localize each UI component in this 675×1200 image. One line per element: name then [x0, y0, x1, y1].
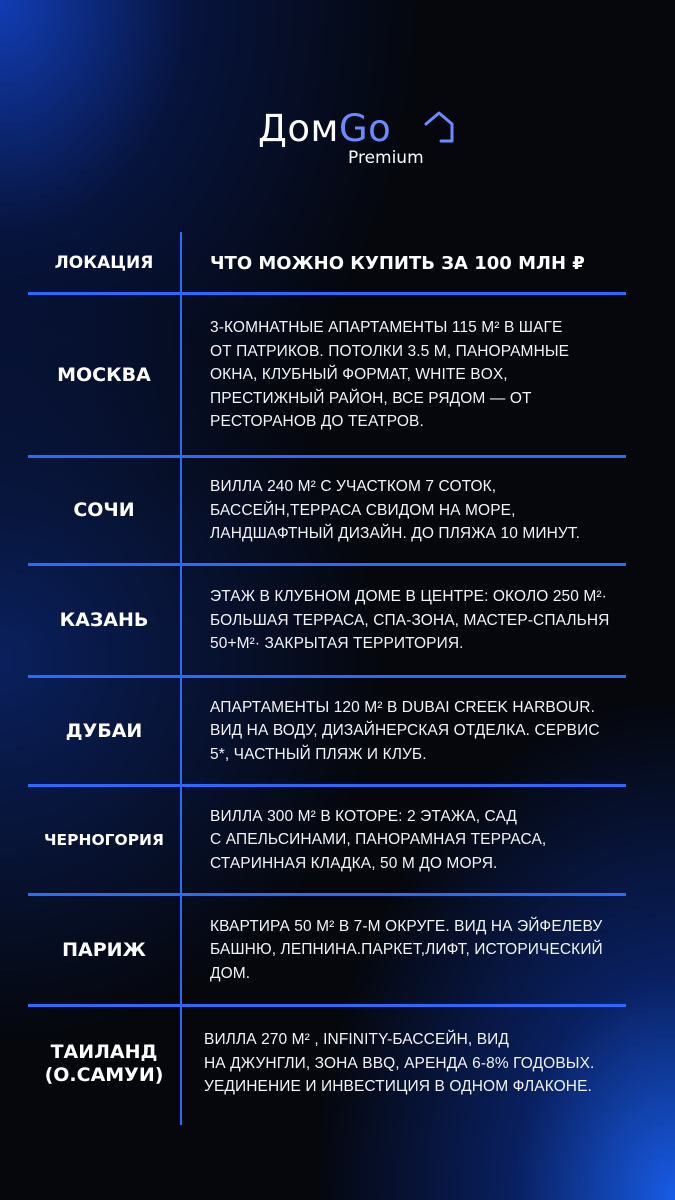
description-line: ЭТАЖ В КЛУБНОМ ДОМЕ В ЦЕНТРЕ: ОКОЛО 250 М²·	[210, 588, 607, 606]
location-name: ТАИЛАНД	[50, 1041, 158, 1063]
table-row-kazan	[28, 566, 626, 675]
logo-accent: Go	[338, 107, 392, 150]
description-line: АПАРТАМЕНТЫ 120 М² В DUBAI CREEK HARBOUR.	[210, 698, 596, 716]
description-line: ВИЛЛА 300 М² В КОТОРЕ: 2 ЭТАЖА, САД	[210, 807, 518, 825]
location-cell	[28, 295, 180, 455]
location-name: КАЗАНЬ	[59, 609, 149, 631]
description-line: БАССЕЙН,ТЕРРАСА СВИДОМ НА МОРЕ,	[210, 501, 516, 519]
logo-wordmark	[258, 106, 391, 152]
description-line: 5*, ЧАСТНЫЙ ПЛЯЖ И КЛУБ.	[210, 745, 427, 763]
house-icon	[424, 110, 454, 144]
description-cell	[210, 896, 626, 1004]
table-row-thailand	[28, 1007, 626, 1125]
table-row-paris	[28, 896, 626, 1004]
description-cell	[210, 566, 626, 675]
description-cell	[210, 458, 626, 563]
location-cell	[28, 678, 180, 784]
description-line: ВИЛЛА 270 М² , INFINITY-БАССЕЙН, ВИД	[204, 1031, 510, 1048]
location-cell	[28, 566, 180, 675]
description-line: БОЛЬШАЯ ТЕРРАСА, СПА-ЗОНА, МАСТЕР-СПАЛЬНЯ	[210, 611, 610, 629]
table-row-dubai	[28, 678, 626, 784]
location-name: ПАРИЖ	[62, 938, 146, 961]
table-row-montenegro	[28, 787, 626, 893]
location-cell	[28, 1007, 180, 1125]
description-line: РЕСТОРАНОВ ДО ТЕАТРОВ.	[210, 413, 424, 431]
description-line: ЛАНДШАФТНЫЙ ДИЗАЙН. ДО ПЛЯЖА 10 МИНУТ.	[210, 525, 581, 543]
description-line: ВИД НА ВОДУ, ДИЗАЙНЕРСКАЯ ОТДЕЛКА. СЕРВИС	[210, 722, 600, 740]
table-row-sochi	[28, 458, 626, 563]
location-cell	[28, 787, 180, 893]
description-line: ОКНА, КЛУБНЫЙ ФОРМАТ, WHITE BOX,	[210, 366, 508, 384]
location-name-sub: (О.САМУИ)	[44, 1064, 164, 1086]
description-cell	[210, 787, 626, 893]
location-name: ЧЕРНОГОРИЯ	[44, 830, 164, 849]
description-line: 50+М²· ЗАКРЫТАЯ ТЕРРИТОРИЯ.	[210, 635, 464, 653]
location-name: ДУБАИ	[65, 719, 143, 742]
description-line: СТАРИННАЯ КЛАДКА, 50 М ДО МОРЯ.	[210, 854, 498, 872]
logo	[258, 106, 448, 168]
description-line: БАШНЮ, ЛЕПНИНА.ПАРКЕТ,ЛИФТ, ИСТОРИЧЕСКИЙ	[210, 941, 603, 959]
location-name: МОСКВА	[57, 363, 151, 386]
column-header-what: ЧТО МОЖНО КУПИТЬ ЗА 100 МЛН ₽	[210, 252, 585, 274]
location-cell	[28, 458, 180, 563]
description-line: КВАРТИРА 50 М² В 7-М ОКРУГЕ. ВИД НА ЭЙФЕЛЕВУ	[210, 917, 603, 935]
description-line: НА ДЖУНГЛИ, ЗОНА BBQ, АРЕНДА 6-8% ГОДОВЫХ.	[204, 1054, 595, 1072]
column-header-location: ЛОКАЦИЯ	[54, 253, 154, 273]
description-line: ДОМ.	[210, 964, 251, 982]
description-cell	[204, 1007, 620, 1125]
description-cell	[210, 678, 626, 784]
description-line: УЕДИНЕНИЕ И ИНВЕСТИЦИЯ В ОДНОМ ФЛАКОНЕ.	[204, 1078, 592, 1095]
description-line: 3-КОМНАТНЫЕ АПАРТАМЕНТЫ 115 М² В ШАГЕ	[210, 319, 563, 337]
description-line: ОТ ПАТРИКОВ. ПОТОЛКИ 3.5 М, ПАНОРАМНЫЕ	[210, 342, 570, 360]
location-name: СОЧИ	[73, 499, 135, 521]
description-cell	[210, 295, 626, 455]
description-line: ВИЛЛА 240 М² С УЧАСТКОМ 7 СОТОК,	[210, 478, 497, 496]
logo-subtitle: Premium	[348, 148, 424, 168]
table-row-moscow	[28, 295, 626, 455]
description-line: ПРЕСТИЖНЫЙ РАЙОН, ВСЕ РЯДОМ — ОТ	[210, 389, 532, 407]
location-cell	[28, 896, 180, 1004]
logo-word: Дом	[258, 107, 339, 150]
description-line: С АПЕЛЬСИНАМИ, ПАНОРАМНАЯ ТЕРРАСА,	[210, 831, 547, 849]
